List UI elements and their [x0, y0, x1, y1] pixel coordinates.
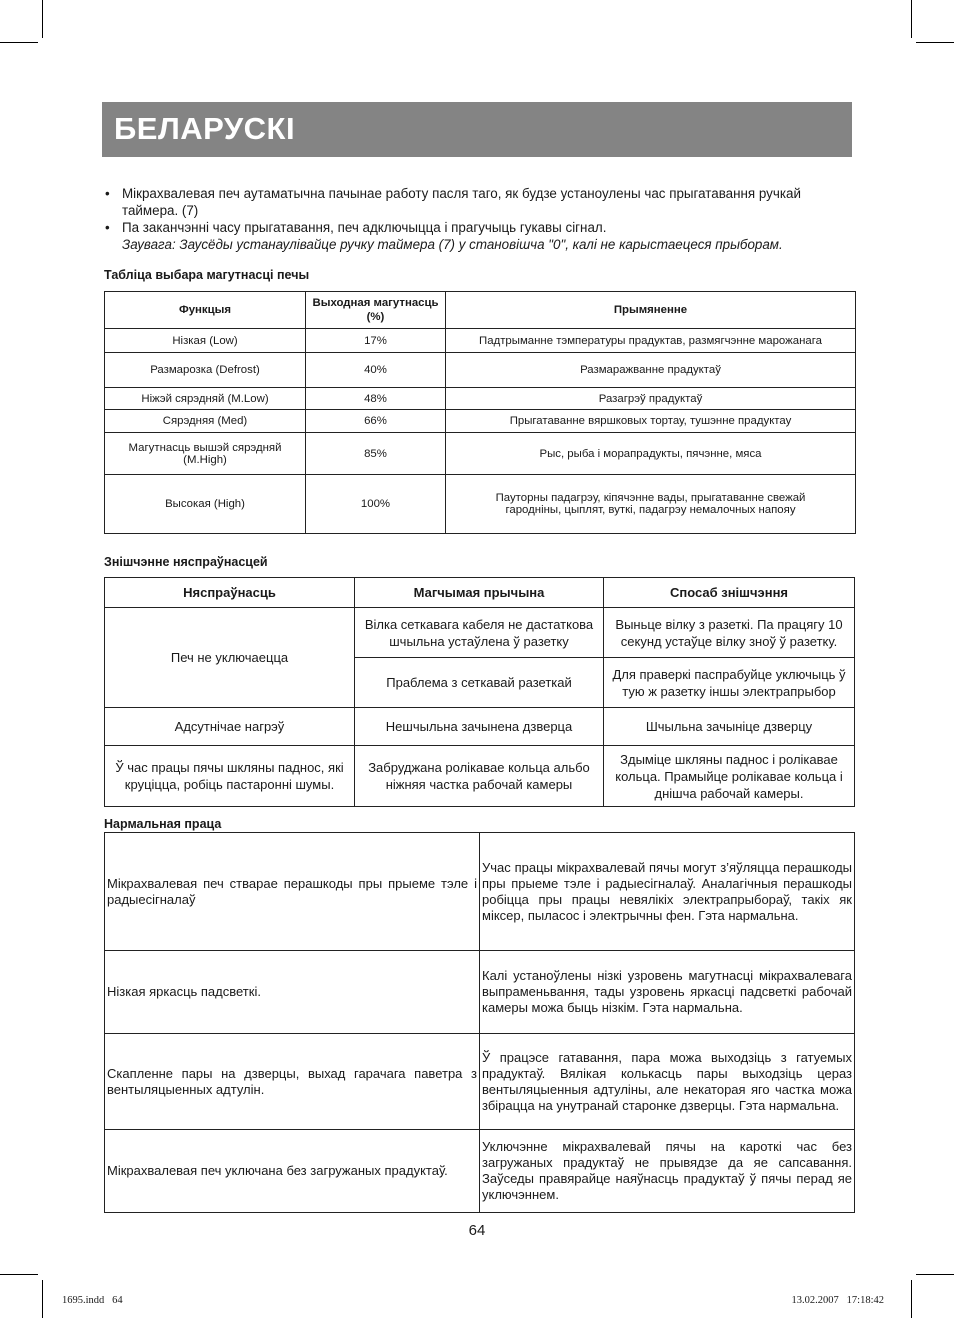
table-cell: Ў час працы пячы шкляны паднос, які круціцца, робіць пастаронні шумы. [105, 746, 355, 807]
table-cell: Выньце вілку з разеткі. Па працягу 10 секунд устаўце вілку зноў ў разетку. [604, 608, 855, 658]
power-table [104, 291, 856, 534]
normal-operation-table [104, 832, 855, 1213]
table-cell: Нешчыльна зачынена дзверца [355, 708, 604, 746]
crop-mark [42, 1280, 43, 1318]
table-cell: 17% [306, 329, 446, 353]
footer-file-info: 1695.indd 64 [62, 1295, 123, 1306]
page-number: 64 [468, 1222, 486, 1239]
table-row [105, 746, 855, 807]
footer-datetime: 13.02.2007 17:18:42 [791, 1295, 884, 1306]
table-cell: 40% [306, 353, 446, 388]
column-header: Выходная магутнасць (%) [306, 292, 446, 329]
table-cell: Уключэнне мікрахвалевай пячы на кароткі час без загружаных прадуктаў не прывядзе да яе сапсавання. Заўседы правярайце наяўнасць прадуктаў ў пячы перад яе уключэннем. [480, 1130, 855, 1213]
bullet-icon: • [105, 186, 110, 201]
table-header-row [105, 292, 856, 329]
table-cell: Нізкая яркасць падсветкі. [105, 951, 480, 1034]
table-cell: Шчыльна зачыніце дзверцу [604, 708, 855, 746]
table-cell: Праблема з сеткавай разеткай [355, 658, 604, 708]
table-cell: Ў працэсе гатавання, пара можа выходзіць з гатуемых прадуктаў. Вялікая колькасць пары выходзіць цераз вентыляцыенныя адтуліны, але некаторая яго частка можа збірацца на унутранай старонке дзверцы. Гэта нармальна. [480, 1034, 855, 1130]
table-cell: Падтрыманне тэмпературы прадуктав, размягчэнне марожанага [446, 329, 856, 353]
table-row [105, 433, 856, 475]
table-cell: Рыс, рыба і морапрадукты, пячэнне, мяса [446, 433, 856, 475]
table-cell: Скапленне пары на дзверцы, выхад гарачага паветра з вентыляцыенных адтулін. [105, 1034, 480, 1130]
troubleshooting-table [104, 577, 855, 807]
table-row [105, 951, 855, 1034]
table-cell: 100% [306, 475, 446, 534]
table-row [105, 329, 856, 353]
table-cell: 66% [306, 410, 446, 433]
table-cell: Мікрахвалевая печ уключана без загружаных прадуктаў. [105, 1130, 480, 1213]
table-row [105, 608, 855, 658]
table-cell: Высокая (High) [105, 475, 306, 534]
table-cell: Здыміце шкляны паднос і ролікавае кольца. Прамыйце ролікавае кольца і днішча рабочай камеры. [604, 746, 855, 807]
table-row [105, 1034, 855, 1130]
column-header: Магчымая прычына [355, 578, 604, 608]
table-row [105, 708, 855, 746]
table-cell: 48% [306, 388, 446, 410]
table-cell: Пауторны падагрэу, кіпячэнне вады, прыгатаванне свежай гародніны, цыплят, вуткі, падагрэу немалочных напояу [446, 475, 856, 534]
crop-mark [0, 1274, 38, 1275]
table-row [105, 833, 855, 951]
table-row [105, 475, 856, 534]
list-item-text: Па заканчэнні часу прыгатавання, печ адключыцца і прагучыць гукавы сігнал. [122, 220, 607, 235]
list-item-text: Мікрахвалевая печ аутаматычна пачынае работу пасля таго, як будзе устаноулены час прыгатавання ручкай таймера. (7) [122, 186, 801, 218]
column-header: Прымяненне [446, 292, 856, 329]
crop-mark [0, 42, 38, 43]
table-cell: Ніжэй сярэдняй (M.Low) [105, 388, 306, 410]
table-row [105, 410, 856, 433]
list-item [105, 219, 851, 253]
power-table-title: Табліца выбара магутнасці печы [104, 268, 310, 282]
column-header: Няспраўнасць [105, 578, 355, 608]
crop-mark [916, 1274, 954, 1275]
instructions-list [105, 185, 851, 253]
table-cell: Адсутнічае нагрэў [105, 708, 355, 746]
page-title: БЕЛАРУСКІ [114, 111, 296, 146]
crop-mark [911, 0, 912, 38]
table-cell: 85% [306, 433, 446, 475]
list-item [105, 185, 851, 219]
bullet-icon: • [105, 220, 110, 235]
crop-mark [42, 0, 43, 38]
crop-mark [916, 42, 954, 43]
column-header: Спосаб знішчэння [604, 578, 855, 608]
table-cell: Магутнасць вышэй сярэдняй (M.High) [105, 433, 306, 475]
table-cell: Разагрэў прадуктаў [446, 388, 856, 410]
table-row [105, 388, 856, 410]
table-cell: Забруджана ролікавае кольца альбо ніжняя частка рабочай камеры [355, 746, 604, 807]
table-cell: Нізкая (Low) [105, 329, 306, 353]
table-cell: Мікрахвалевая печ стварае перашкоды пры прыеме тэле і радыесігналаў [105, 833, 480, 951]
table-cell: Для праверкі паспрабуйце уключыць ў тую ж разетку іншы электрапрыбор [604, 658, 855, 708]
table-cell: Размарозка (Defrost) [105, 353, 306, 388]
column-header: Функцыя [105, 292, 306, 329]
table-cell: Вілка сеткавага кабеля не дастаткова шчыльна устаўлена ў разетку [355, 608, 604, 658]
table-cell: Размаражванне прадуктаў [446, 353, 856, 388]
table-cell: Калі устаноўлены нізкі узровень магутнасці мікрахвалевага выпраменьвання, тады узровень яркасці падсветкі рабочай камеры можа быць нізкім. Гэта нармальна. [480, 951, 855, 1034]
table-cell: Печ не уключаецца [105, 608, 355, 708]
normal-table-title: Нармальная праца [104, 817, 222, 831]
table-header-row [105, 578, 855, 608]
crop-mark [911, 1280, 912, 1318]
note-text: Заувага: Заусёды устанаулівайце ручку таймера (7) у становішча "0", калі не карыстаецеся прыборам. [122, 237, 783, 252]
language-header [102, 102, 852, 157]
table-cell: Учас працы мікрахвалевай пячы могут з’яўляцца перашкоды пры прыеме тэле і радыесігналаў. Аналагічныя перашкоды робіцца пры працы невялікіх электрапрыбораў, такіх як міксер, пыласос і электрычны фен. Гэта нармальна. [480, 833, 855, 951]
table-row [105, 353, 856, 388]
table-row [105, 1130, 855, 1213]
table-cell: Прыгатаванне вяршковых тортау, тушэнне прадуктау [446, 410, 856, 433]
table-cell: Сярэдняя (Med) [105, 410, 306, 433]
trouble-table-title: Знішчэнне няспраўнасцей [104, 555, 268, 569]
